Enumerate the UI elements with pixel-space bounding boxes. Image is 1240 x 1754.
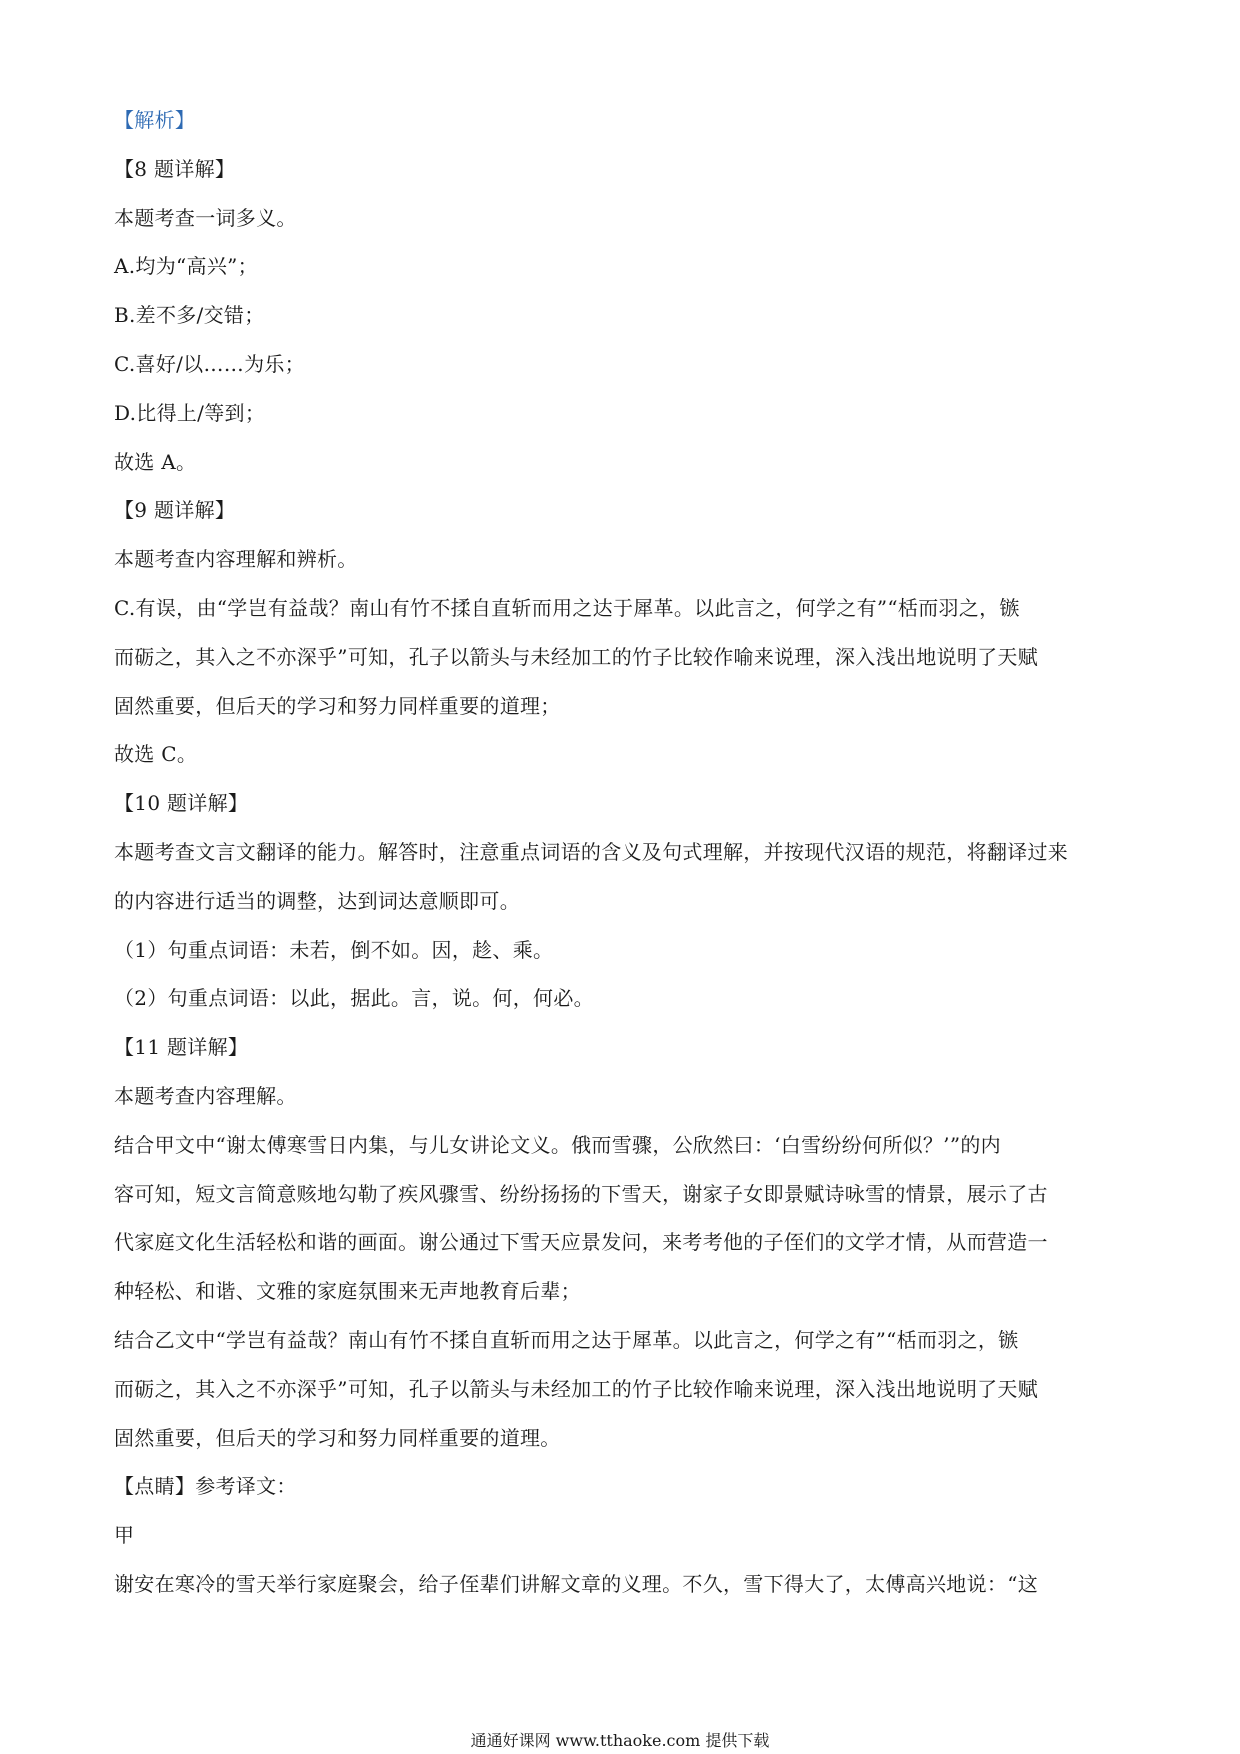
q11-text-a-line-3: 代家庭文化生活轻松和谐的画面。谢公通过下雪天应景发问，来考考他的子侄们的文学才情，从而营造一 <box>114 1230 1048 1255</box>
translation-line-1: 谢安在寒冷的雪天举行家庭聚会，给子侄辈们讲解文章的义理。不久，雪下得大了，太傅高兴地说：“这 <box>114 1571 1039 1596</box>
q11-text-a-line-2: 容可知，短文言简意赅地勾勒了疾风骤雪、纷纷扬扬的下雪天，谢家子女即景赋诗咏雪的情景，展示了古 <box>114 1181 1048 1206</box>
q8-option-c: C.喜好/以……为乐； <box>114 351 305 376</box>
analysis-heading: 【解析】 <box>114 108 196 132</box>
q10-topic-line-1: 本题考查文言文翻译的能力。解答时，注意重点词语的含义及句式理解，并按现代汉语的规范，将翻译过来 <box>114 839 1069 864</box>
q9-topic: 本题考查内容理解和辨析。 <box>114 547 358 572</box>
q9-answer: 故选 C。 <box>114 742 198 767</box>
dianjing-heading: 【点睛】参考译文： <box>114 1474 297 1499</box>
q11-text-a-line-4: 种轻松、和谐、文雅的家庭氛围来无声地教育后辈； <box>114 1279 581 1304</box>
q9-explanation-line-2: 而砺之，其入之不亦深乎”可知，孔子以箭头与未经加工的竹子比较作喻来说理，深入浅出地说明了天赋 <box>114 644 1039 669</box>
translation-label-jia: 甲 <box>114 1523 135 1548</box>
q8-answer: 故选 A。 <box>114 449 197 474</box>
q9-explanation-line-3: 固然重要，但后天的学习和努力同样重要的道理； <box>114 693 561 718</box>
q11-topic: 本题考查内容理解。 <box>114 1083 297 1108</box>
q11-heading: 【11 题详解】 <box>114 1035 249 1060</box>
q9-explanation-line-1: C.有误，由“学岂有益哉？南山有竹不揉自直斩而用之达于犀革。以此言之，何学之有”“栝而羽之，镞 <box>114 595 1020 620</box>
q8-heading: 【8 题详解】 <box>114 156 236 181</box>
q10-keywords-1: （1）句重点词语：未若，倒不如。因，趁、乘。 <box>114 937 554 962</box>
q8-option-a: A.均为“高兴”； <box>114 254 258 279</box>
q11-text-a-line-1: 结合甲文中“谢太傅寒雪日内集，与儿女讲论文义。俄而雪骤，公欣然曰：‘白雪纷纷何所似？’”的内 <box>114 1132 1001 1157</box>
q11-text-b-line-3: 固然重要，但后天的学习和努力同样重要的道理。 <box>114 1425 561 1450</box>
document-body <box>114 96 1126 1609</box>
q8-option-b: B.差不多/交错； <box>114 303 265 328</box>
page-footer: 通通好课网 www.tthaoke.com 提供下载 <box>470 1731 770 1750</box>
q8-option-d: D.比得上/等到； <box>114 400 266 425</box>
q10-topic-line-2: 的内容进行适当的调整，达到词达意顺即可。 <box>114 888 520 913</box>
q9-heading: 【9 题详解】 <box>114 498 236 523</box>
q11-text-b-line-1: 结合乙文中“学岂有益哉？南山有竹不揉自直斩而用之达于犀革。以此言之，何学之有”“栝而羽之，镞 <box>114 1327 1019 1352</box>
q8-topic: 本题考查一词多义。 <box>114 205 297 230</box>
q10-heading: 【10 题详解】 <box>114 791 249 816</box>
q11-text-b-line-2: 而砺之，其入之不亦深乎”可知，孔子以箭头与未经加工的竹子比较作喻来说理，深入浅出地说明了天赋 <box>114 1376 1039 1401</box>
q10-keywords-2: （2）句重点词语：以此，据此。言，说。何，何必。 <box>114 986 594 1011</box>
